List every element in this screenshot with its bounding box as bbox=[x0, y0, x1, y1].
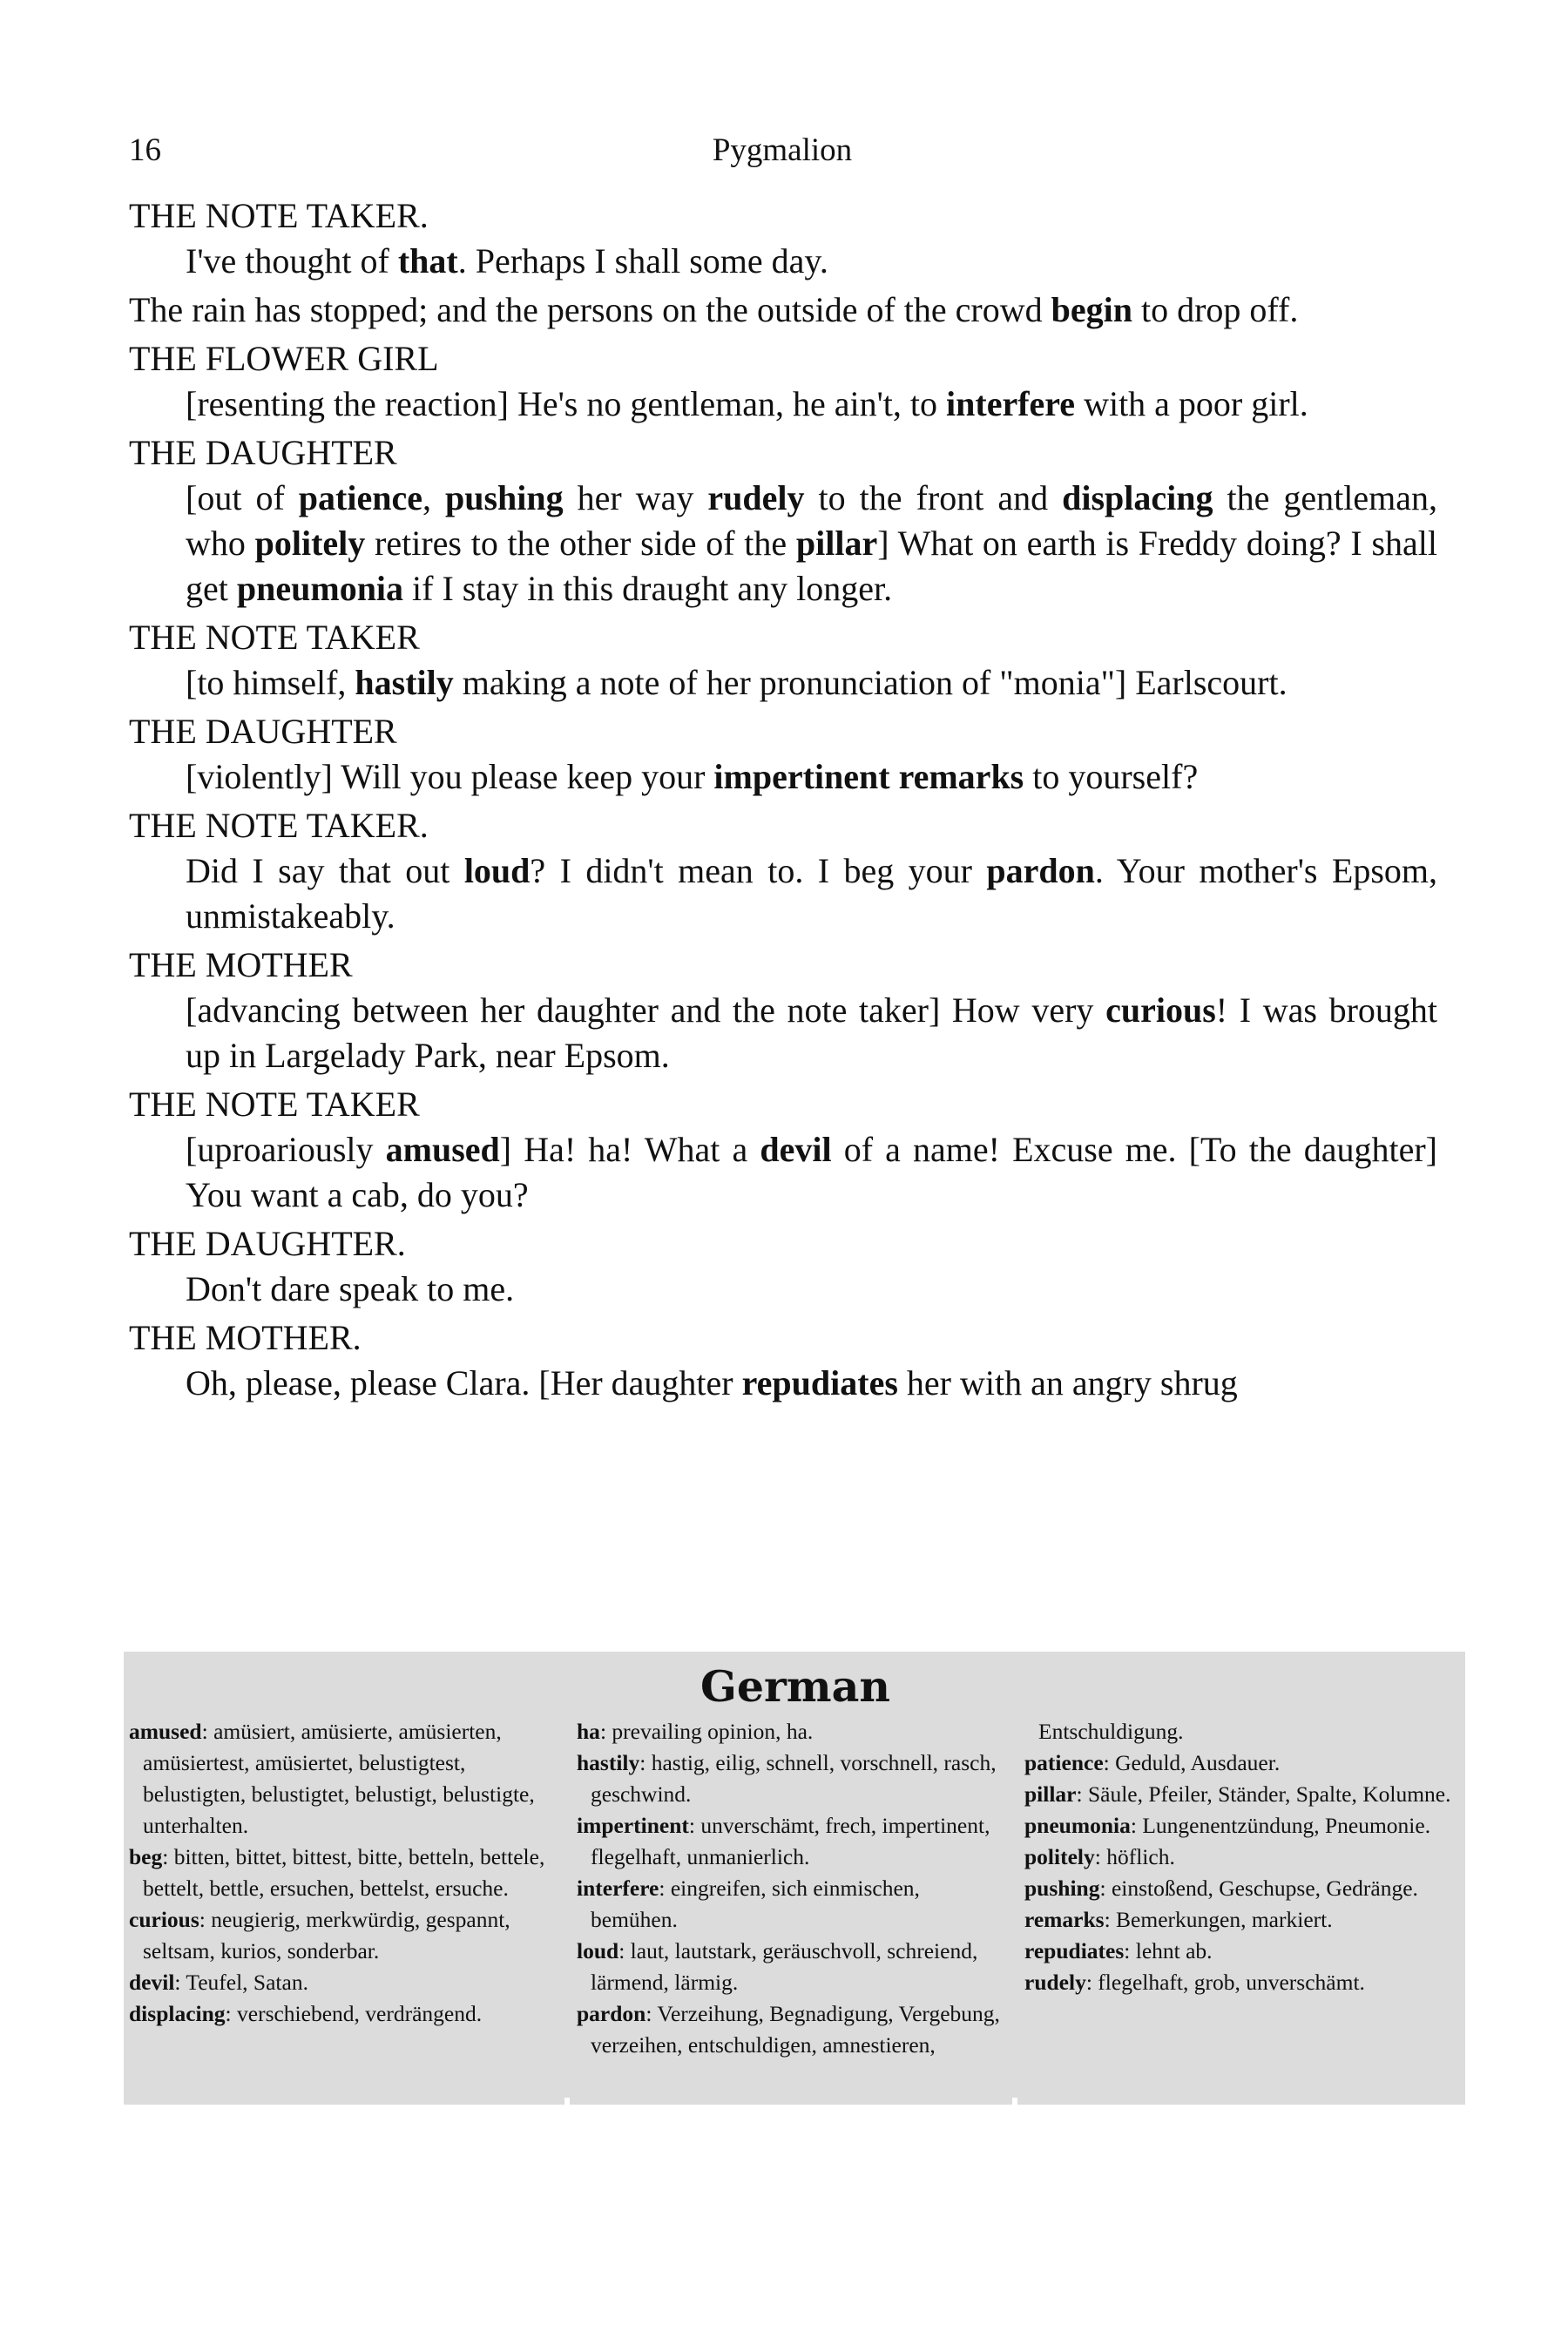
text-run: to the front and bbox=[804, 478, 1063, 517]
glossary-entry bbox=[1024, 1779, 1460, 1810]
speaker-name: THE DAUGHTER bbox=[129, 712, 397, 751]
glossary-entry bbox=[577, 1810, 1012, 1873]
glossary-entry bbox=[1024, 1904, 1460, 1936]
glossary-entry bbox=[129, 1716, 564, 1842]
speaker-name: THE NOTE TAKER bbox=[129, 618, 420, 657]
glossary-term: interfere bbox=[577, 1876, 659, 1901]
glossary-term: politely bbox=[1024, 1844, 1095, 1869]
glossary-entry bbox=[1024, 1967, 1460, 1998]
glossary-definition: Entschuldigung. bbox=[1038, 1719, 1184, 1744]
glossary-definition: : laut, lautstark, geräuschvoll, schreiend, lärmend, lärmig. bbox=[591, 1938, 978, 1995]
glossary-column bbox=[1024, 1716, 1460, 2061]
glossary-entry bbox=[577, 1936, 1012, 1998]
text-run: [to himself, bbox=[186, 663, 355, 702]
speech-text bbox=[129, 1361, 1437, 1406]
glossary-term: pillar bbox=[1024, 1781, 1077, 1807]
text-run: Oh, please, please Clara. [Her daughter bbox=[186, 1363, 742, 1402]
text-run: her way bbox=[563, 478, 708, 517]
stage-direction bbox=[129, 287, 1437, 333]
text-run: . Your mother's Epsom, unmistakeably. bbox=[186, 851, 1438, 936]
glossary-term: hastily bbox=[577, 1750, 640, 1775]
glossary-entry bbox=[1024, 1936, 1460, 1967]
text-run: the gentleman, who bbox=[186, 478, 1438, 563]
glossary-entry bbox=[129, 1904, 564, 1967]
speech-text bbox=[129, 848, 1437, 939]
play-text bbox=[129, 193, 1437, 1409]
speech-text bbox=[129, 1267, 1437, 1312]
glossary-definition: : eingreifen, sich einmischen, bemühen. bbox=[591, 1876, 920, 1932]
text-run: , bbox=[422, 478, 445, 517]
glossary-definition: : Geduld, Ausdauer. bbox=[1103, 1750, 1281, 1775]
glossary-term: remarks bbox=[1024, 1907, 1105, 1932]
text-run: ] What on earth is Freddy doing? I shall get bbox=[186, 524, 1437, 608]
text-run: Did I say that out bbox=[186, 851, 464, 890]
column-gutter bbox=[1012, 2098, 1017, 2105]
text-run: [resenting the reaction] He's no gentleman, he ain't, to bbox=[186, 384, 947, 423]
glossary-column bbox=[129, 1716, 564, 2061]
speech-text bbox=[129, 382, 1437, 427]
speaker-name: THE MOTHER. bbox=[129, 1318, 362, 1357]
speaker-name: THE DAUGHTER bbox=[129, 433, 397, 472]
text-run: . Perhaps I shall some day. bbox=[457, 241, 828, 280]
glossary-definition: : Bemerkungen, markiert. bbox=[1104, 1907, 1333, 1932]
glossary-definition: : Verzeihung, Begnadigung, Vergebung, verzeihen, entschuldigen, amnestieren, bbox=[591, 2001, 1000, 2058]
speaker-name: THE NOTE TAKER. bbox=[129, 196, 429, 235]
vocab-word: amused bbox=[385, 1130, 500, 1169]
text-run: The rain has stopped; and the persons on the outside of the crowd bbox=[129, 290, 1051, 329]
vocab-word: pillar bbox=[795, 524, 878, 563]
column-gutter bbox=[564, 2098, 570, 2105]
vocab-word: pardon bbox=[986, 851, 1095, 890]
vocab-word: curious bbox=[1105, 990, 1216, 1030]
german-glossary bbox=[124, 1652, 1465, 2105]
glossary-entry bbox=[129, 1967, 564, 1998]
text-run: I've thought of bbox=[186, 241, 398, 280]
text-run: retires to the other side of the bbox=[365, 524, 796, 563]
glossary-definition: : Teufel, Satan. bbox=[174, 1970, 308, 1995]
glossary-definition: : unverschämt, frech, impertinent, flegelhaft, unmanierlich. bbox=[591, 1813, 990, 1869]
text-run bbox=[890, 757, 899, 796]
glossary-definition: : amüsiert, amüsierte, amüsierten, amüsiertest, amüsiertet, belustigtest, belustigten, belustigtet, belustigt, belustigte, unterhalten. bbox=[143, 1719, 535, 1838]
glossary-entry bbox=[1024, 1716, 1460, 1747]
vocab-word: begin bbox=[1051, 290, 1132, 329]
glossary-definition: : Lungenentzündung, Pneumonie. bbox=[1130, 1813, 1431, 1838]
glossary-term: impertinent bbox=[577, 1813, 689, 1838]
vocab-word: pneumonia bbox=[236, 569, 404, 608]
glossary-term: displacing bbox=[129, 2001, 226, 2026]
speech-text bbox=[129, 988, 1437, 1078]
speech-text bbox=[129, 754, 1437, 800]
glossary-term: amused bbox=[129, 1719, 202, 1744]
glossary-term: loud bbox=[577, 1938, 619, 1963]
glossary-term: curious bbox=[129, 1907, 199, 1932]
glossary-term: rudely bbox=[1024, 1970, 1086, 1995]
vocab-word: rudely bbox=[707, 478, 805, 517]
glossary-definition: : neugierig, merkwürdig, gespannt, seltsam, kurios, sonderbar. bbox=[143, 1907, 510, 1963]
text-run: ? I didn't mean to. I beg your bbox=[530, 851, 987, 890]
glossary-entry bbox=[1024, 1842, 1460, 1873]
speaker-name: THE NOTE TAKER. bbox=[129, 806, 429, 845]
glossary-entry bbox=[1024, 1873, 1460, 1904]
glossary-entry bbox=[129, 1842, 564, 1904]
glossary-definition: : prevailing opinion, ha. bbox=[599, 1719, 814, 1744]
speech-text bbox=[129, 476, 1437, 612]
vocab-word: loud bbox=[463, 851, 531, 890]
glossary-term: pushing bbox=[1024, 1876, 1100, 1901]
glossary-entry bbox=[1024, 1810, 1460, 1842]
text-run: to drop off. bbox=[1132, 290, 1299, 329]
speech-text bbox=[129, 239, 1437, 284]
text-run: ! I was brought up in Largelady Park, near Epsom. bbox=[186, 990, 1437, 1075]
running-header bbox=[129, 129, 1436, 172]
vocab-word: hastily bbox=[355, 663, 454, 702]
glossary-term: pardon bbox=[577, 2001, 646, 2026]
text-run: making a note of her pronunciation of "monia"] Earlscourt. bbox=[453, 663, 1288, 702]
glossary-entry bbox=[577, 1747, 1012, 1810]
glossary-title: German bbox=[700, 1661, 891, 1712]
text-run: if I stay in this draught any longer. bbox=[403, 569, 893, 608]
page-number: 16 bbox=[129, 132, 161, 168]
text-run: ] Ha! ha! What a bbox=[499, 1130, 760, 1169]
speaker-name: THE FLOWER GIRL bbox=[129, 339, 439, 378]
speaker-name: THE DAUGHTER. bbox=[129, 1224, 406, 1263]
text-run: to yourself? bbox=[1024, 757, 1199, 796]
vocab-word: patience bbox=[298, 478, 422, 517]
glossary-columns bbox=[129, 1716, 1462, 2061]
glossary-definition: : flegelhaft, grob, unverschämt. bbox=[1085, 1970, 1365, 1995]
vocab-word: displacing bbox=[1062, 478, 1213, 517]
glossary-definition: : höflich. bbox=[1094, 1844, 1175, 1869]
vocab-word: repudiates bbox=[741, 1363, 898, 1402]
speaker-name: THE NOTE TAKER bbox=[129, 1085, 420, 1124]
speaker-name: THE MOTHER bbox=[129, 945, 353, 984]
glossary-definition: : Säule, Pfeiler, Ständer, Spalte, Kolumne. bbox=[1076, 1781, 1451, 1807]
text-run: [violently] Will you please keep your bbox=[186, 757, 714, 796]
glossary-definition: : einstoßend, Geschupse, Gedränge. bbox=[1099, 1876, 1418, 1901]
glossary-entry bbox=[577, 1998, 1012, 2061]
text-run: her with an angry shrug bbox=[897, 1363, 1238, 1402]
speech-text bbox=[129, 1127, 1437, 1218]
vocab-word: interfere bbox=[946, 384, 1076, 423]
glossary-definition: : bitten, bittet, bittest, bitte, betteln, bettele, bettelt, bettle, ersuchen, bettelst, ersuche. bbox=[143, 1844, 545, 1901]
speech-text bbox=[129, 660, 1437, 706]
glossary-term: patience bbox=[1024, 1750, 1104, 1775]
vocab-word: devil bbox=[760, 1130, 832, 1169]
glossary-definition: : verschiebend, verdrängend. bbox=[225, 2001, 483, 2026]
book-title: Pygmalion bbox=[712, 132, 853, 168]
glossary-definition: : lehnt ab. bbox=[1124, 1938, 1213, 1963]
text-run: [out of bbox=[186, 478, 299, 517]
glossary-entry bbox=[577, 1873, 1012, 1936]
glossary-entry bbox=[129, 1998, 564, 2030]
text-run: [advancing between her daughter and the note taker] How very bbox=[186, 990, 1106, 1030]
glossary-term: devil bbox=[129, 1970, 175, 1995]
glossary-entry bbox=[577, 1716, 1012, 1747]
glossary-term: beg bbox=[129, 1844, 163, 1869]
vocab-word: remarks bbox=[898, 757, 1024, 796]
glossary-entry bbox=[1024, 1747, 1460, 1779]
vocab-word: politely bbox=[254, 524, 366, 563]
glossary-column bbox=[577, 1716, 1012, 2061]
glossary-definition: : hastig, eilig, schnell, vorschnell, rasch, geschwind. bbox=[591, 1750, 997, 1807]
text-run: with a poor girl. bbox=[1075, 384, 1308, 423]
vocab-word: pushing bbox=[444, 478, 564, 517]
vocab-word: that bbox=[397, 241, 458, 280]
glossary-term: repudiates bbox=[1024, 1938, 1125, 1963]
text-run: Don't dare speak to me. bbox=[186, 1269, 515, 1308]
text-run: [uproariously bbox=[186, 1130, 386, 1169]
glossary-term: ha bbox=[577, 1719, 600, 1744]
vocab-word: impertinent bbox=[713, 757, 890, 796]
glossary-term: pneumonia bbox=[1024, 1813, 1131, 1838]
text-run: of a name! Excuse me. [To the daughter] You want a cab, do you? bbox=[186, 1130, 1437, 1214]
